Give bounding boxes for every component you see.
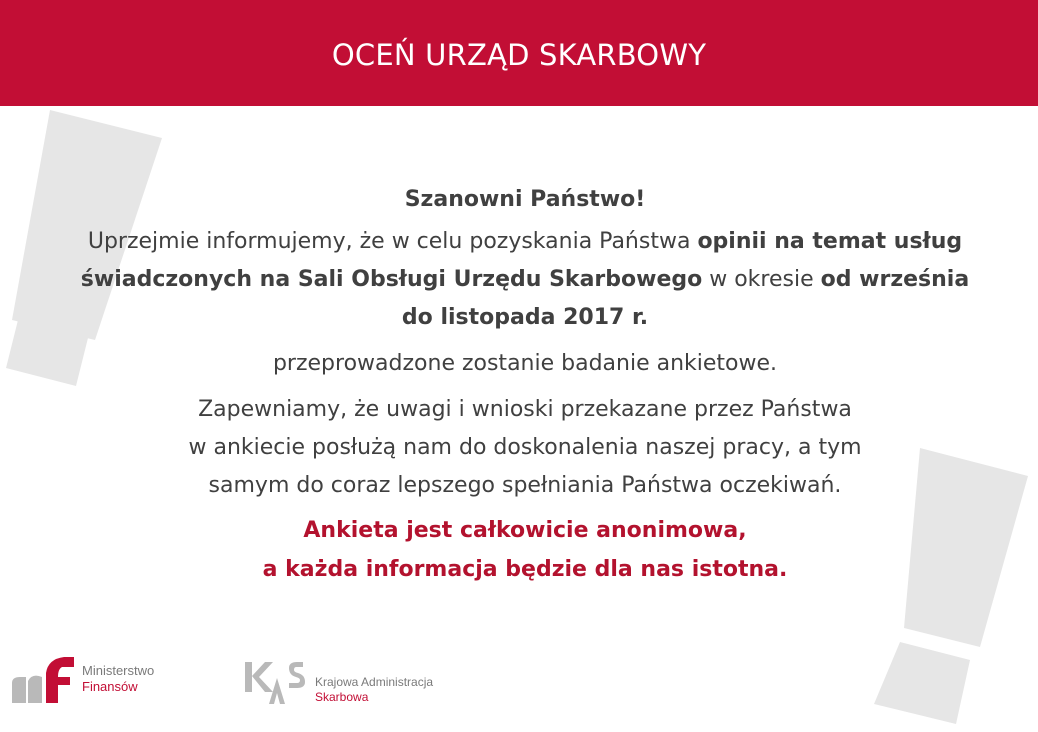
para1-text-1: Uprzejmie informujemy, że w celu pozyskania Państwa — [87, 229, 698, 254]
assurance-line-2: w ankiecie posłużą nam do doskonalenia naszej pracy, a tym — [188, 435, 862, 460]
ministry-line-1: Ministerstwo — [82, 663, 155, 678]
para1-text-2: w okresie — [702, 267, 821, 292]
announcement — [80, 183, 970, 589]
paragraph-assurance — [80, 391, 970, 505]
header-banner — [0, 0, 1038, 106]
anonymity-note — [80, 511, 970, 589]
paragraph-survey: przeprowadzone zostanie badanie ankietowe. — [272, 351, 778, 376]
para1-bold-2: od września do listopada 2017 r. — [401, 267, 970, 330]
kas-line-1: Krajowa Administracja — [315, 675, 434, 689]
paragraph-survey-info — [80, 223, 970, 337]
ministry-emblem-icon — [12, 655, 74, 703]
ministry-logo — [12, 655, 154, 703]
assurance-line-3: samym do coraz lepszego spełniania Państwa oczekiwań. — [208, 473, 842, 498]
greeting: Szanowni Państwo! — [404, 187, 646, 212]
note-line-2: a każda informacja będzie dla nas istotna. — [262, 557, 788, 582]
kas-emblem-icon — [245, 660, 305, 704]
ministry-line-2: Finansów — [82, 679, 138, 694]
kas-logo — [245, 659, 433, 705]
page-title: OCEŃ URZĄD SKARBOWY — [331, 38, 707, 72]
kas-line-2: Skarbowa — [315, 690, 369, 704]
note-line-1: Ankieta jest całkowicie anonimowa, — [303, 518, 747, 543]
assurance-line-1: Zapewniamy, że uwagi i wnioski przekazane przez Państwa — [198, 397, 852, 422]
para1-bold-1: opinii na temat usług świadczonych na Sali Obsługi Urzędu Skarbowego — [80, 229, 963, 292]
